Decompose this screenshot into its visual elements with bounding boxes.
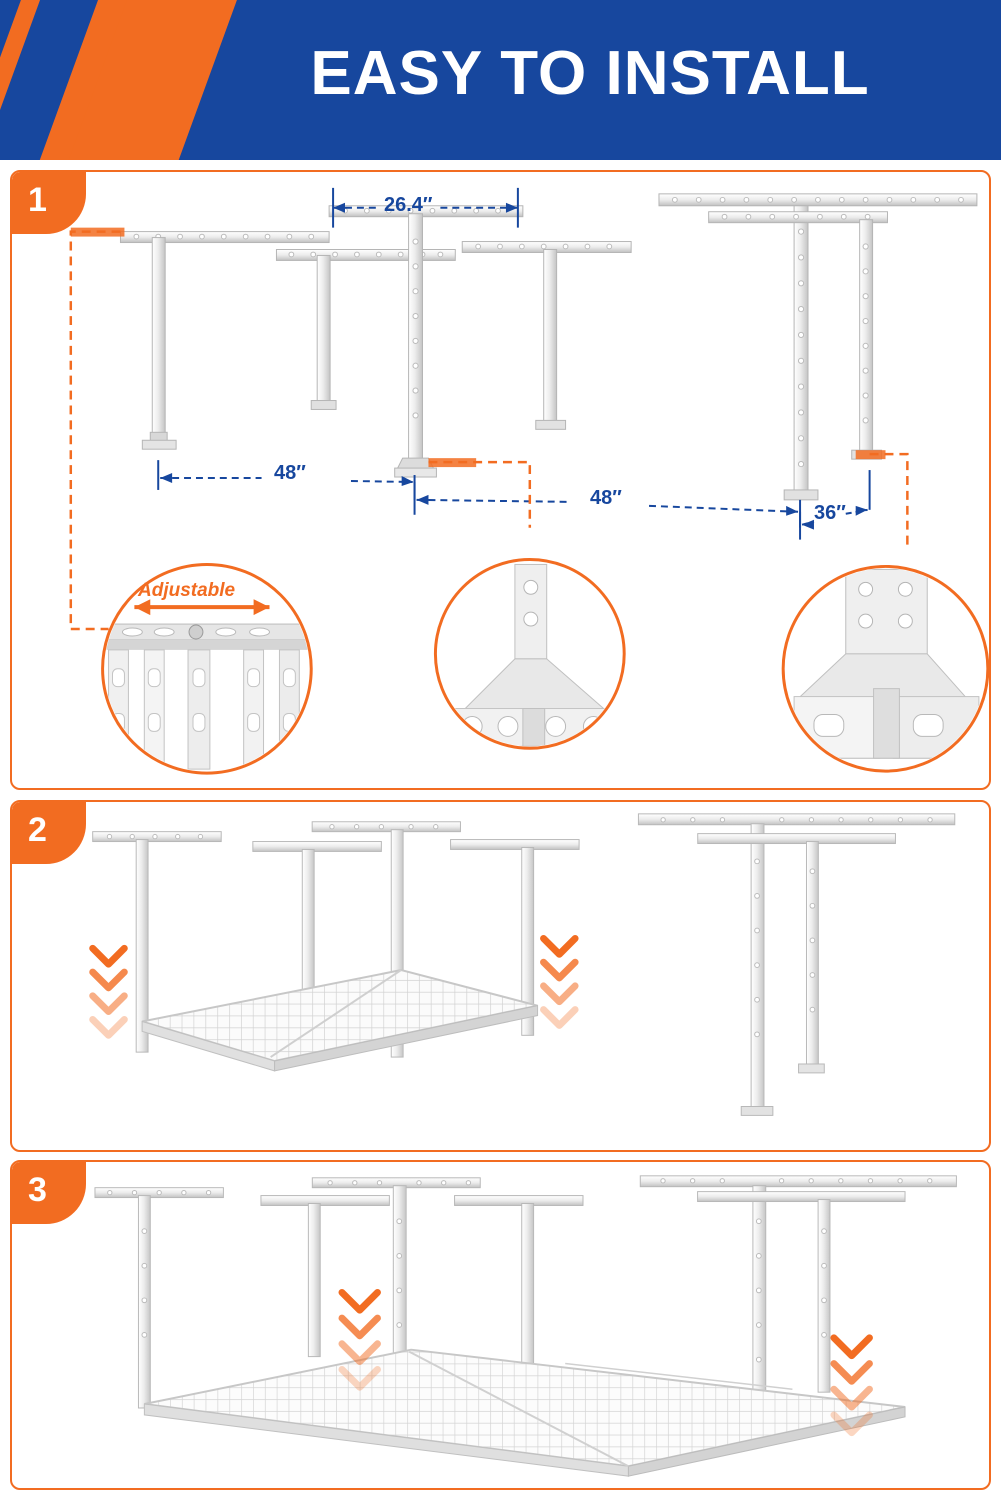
dimension-span-right: 48″ (590, 487, 622, 509)
chevron-down-icon-group-right (544, 938, 576, 1025)
dimension-depth: 36″ (814, 502, 846, 524)
step-number-3: 3 (12, 1162, 86, 1224)
corner-bracket-detail (783, 566, 988, 771)
upright-foot-detail (435, 559, 624, 748)
step-panel-3 (10, 1160, 991, 1490)
wire-deck-upper (142, 970, 537, 1071)
step-number-2: 2 (12, 802, 86, 864)
page-title: EASY TO INSTALL (310, 39, 870, 108)
dimension-bracket-width: 26.4″ (384, 194, 433, 216)
step-panel-2 (10, 800, 991, 1152)
step-2-illustration (12, 802, 989, 1150)
header-banner (0, 0, 1001, 160)
adjustable-callout-label: Adjustable (138, 580, 236, 601)
wire-deck-full (144, 1350, 905, 1476)
step-panel-1 (10, 170, 991, 790)
step-number-1: 1 (12, 172, 86, 234)
chevron-down-icon-group-left (93, 948, 125, 1035)
step-3-illustration (12, 1162, 989, 1488)
dimension-span-left: 48″ (274, 462, 306, 484)
step-1-illustration (12, 172, 989, 788)
